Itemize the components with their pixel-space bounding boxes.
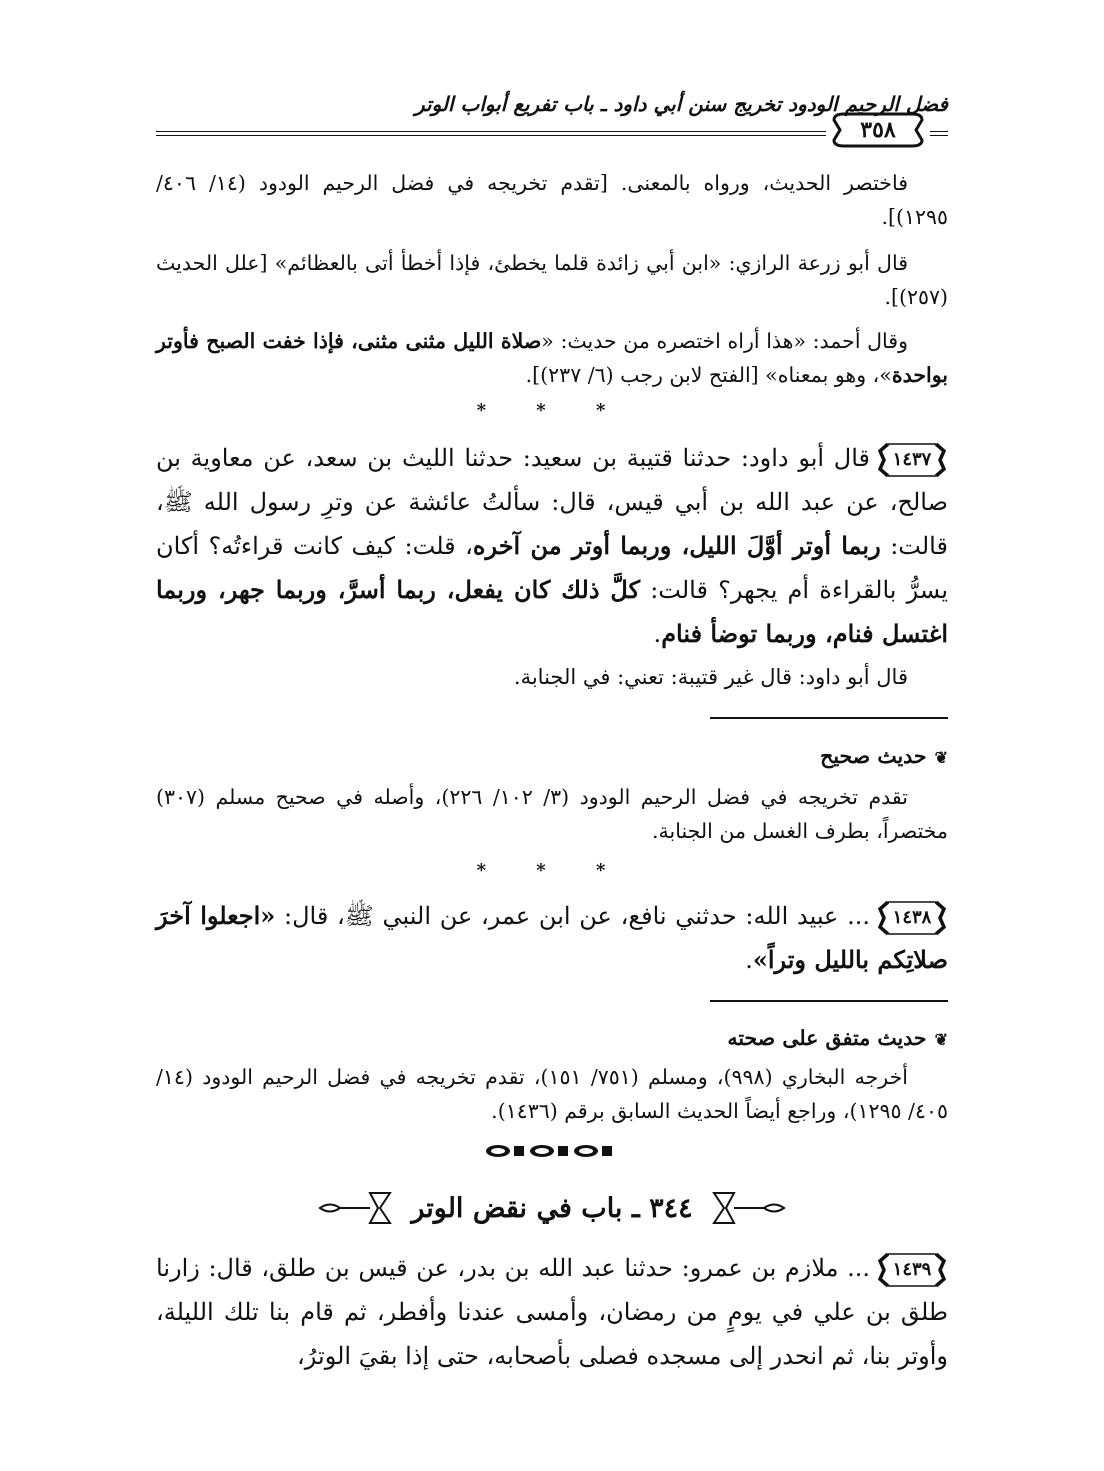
hadith-matn: ربما أوتر أوَّلَ الليل، وربما أوتر من آخره xyxy=(472,531,881,560)
hadith-number: ١٤٣٧ xyxy=(892,448,932,470)
section-separator: * * * xyxy=(476,860,628,881)
header-rule xyxy=(156,131,826,132)
paragraph-text: فاختصر الحديث، ورواه بالمعنى. [تقدم تخريجه في فضل الرحيم الودود (١٤/ ٤٠٦/ ١٢٩٥)]. xyxy=(156,171,948,229)
paragraph-text: وقال أحمد: «هذا أراه اختصره من حديث: « xyxy=(541,329,908,353)
book-icon: ❦ xyxy=(934,1030,948,1049)
hadith-matn: كلَّ ذلك كان يفعل، ربما أسرَّ، وربما جهر، وربما اغتسل فنام، وربما توضأ فنام xyxy=(156,575,948,648)
chapter-title: ٣٤٤ ـ باب في نقض الوتر xyxy=(411,1192,693,1224)
page-number: ٣٥٨ xyxy=(860,117,896,143)
chapter-heading xyxy=(300,1183,804,1233)
takhrij-paragraph xyxy=(156,780,948,848)
paragraph xyxy=(156,246,948,314)
page-number-badge xyxy=(830,110,926,150)
section-rule xyxy=(710,717,948,719)
hadith-text: ... ملازم بن عمرو: حدثنا عبد الله بن بدر، عن قيس بن طلق، قال: زارنا طلق بن علي في يومٍ من رمضان، وأمسى عندنا وأفطر، ثم قام بنا تلك الليلة، وأوتر بنا، ثم انحدر إلى مسجده فصلى بأصحابه، حتى إذا بقيَ الوترُ، xyxy=(156,1254,948,1370)
takhrij-text: أخرجه البخاري (٩٩٨)، ومسلم (٧٥١/ ١٥١)، تقدم تخريجه في فضل الرحيم الودود (١٤/ ٤٠٥/ ١٢٩٥)، وراجع أيضاً الحديث السابق برقم (١٤٣٦). xyxy=(156,1065,948,1123)
paragraph-text: قال أبو زرعة الرازي: «ابن أبي زائدة قلما يخطئ، فإذا أخطأ أتى بالعظائم» [علل الحديث (٢٥٧)]. xyxy=(156,251,948,309)
hadith-grade xyxy=(156,744,948,768)
section-separator: * * * xyxy=(476,400,628,421)
hadith-1439 xyxy=(156,1246,948,1378)
abu-dawud-note xyxy=(156,660,948,694)
hadith-number: ١٤٣٩ xyxy=(892,1258,932,1280)
grade-text: حديث متفق على صحته xyxy=(727,1026,927,1050)
header-rule-short xyxy=(930,135,948,136)
takhrij-paragraph xyxy=(156,1060,948,1128)
grade-text: حديث صحيح xyxy=(820,744,927,768)
hadith-text: . xyxy=(653,620,662,648)
hadith-text: ، قلت: كيف كانت قراءتُه؟ أكان يسرُّ بالقراءة أم يجهر؟ قالت: xyxy=(156,532,949,604)
paragraph xyxy=(156,166,948,234)
hadith-text: . xyxy=(745,946,753,974)
hadith-quote: صلاة الليل مثنى مثنى، فإذا خفت الصبح فأوتر بواحدة xyxy=(156,329,948,387)
running-header-title: فضل الرحيم الودود تخريج سنن أبي داود ـ باب تفريع أبواب الوتر xyxy=(414,92,948,116)
takhrij-text: تقدم تخريجه في فضل الرحيم الودود (٣/ ١٠٢/ ٢٢٦)، وأصله في صحيح مسلم (٣٠٧) مختصراً، بطرف الغسل من الجنابة. xyxy=(156,785,948,843)
ornament-divider-icon xyxy=(480,1142,620,1160)
hadith-1437 xyxy=(156,436,948,656)
hadith-number: ١٤٣٨ xyxy=(892,906,932,928)
note-text: قال أبو داود: قال غير قتيبة: تعني: في الجنابة. xyxy=(513,665,908,689)
hadith-number-badge xyxy=(876,441,948,479)
header-rule xyxy=(156,135,826,136)
hadith-number-badge xyxy=(876,1251,948,1289)
paragraph xyxy=(156,324,948,392)
section-rule xyxy=(710,1000,948,1002)
hadith-number-badge xyxy=(876,899,948,937)
paragraph-text: »، وهو بمعناه» [الفتح لابن رجب (٦/ ٢٣٧)]. xyxy=(525,363,892,387)
book-icon: ❦ xyxy=(934,748,948,767)
hadith-matn: «اجعلوا آخرَ صلاتِكم بالليل وتراً» xyxy=(156,901,948,974)
hadith-1438 xyxy=(156,894,948,982)
hadith-grade xyxy=(156,1026,948,1050)
hadith-text: قال أبو داود: حدثنا قتيبة بن سعيد: حدثنا الليث بن سعد، عن معاوية بن صالح، عن عبد الله بن أبي قيس، قال: سألتُ عائشة عن وترِ رسول الله ﷺ، قالت: xyxy=(156,444,948,560)
header-rule-short xyxy=(930,131,948,132)
hadith-text: ... عبيد الله: حدثني نافع، عن ابن عمر، عن النبي ﷺ، قال: xyxy=(275,902,870,930)
